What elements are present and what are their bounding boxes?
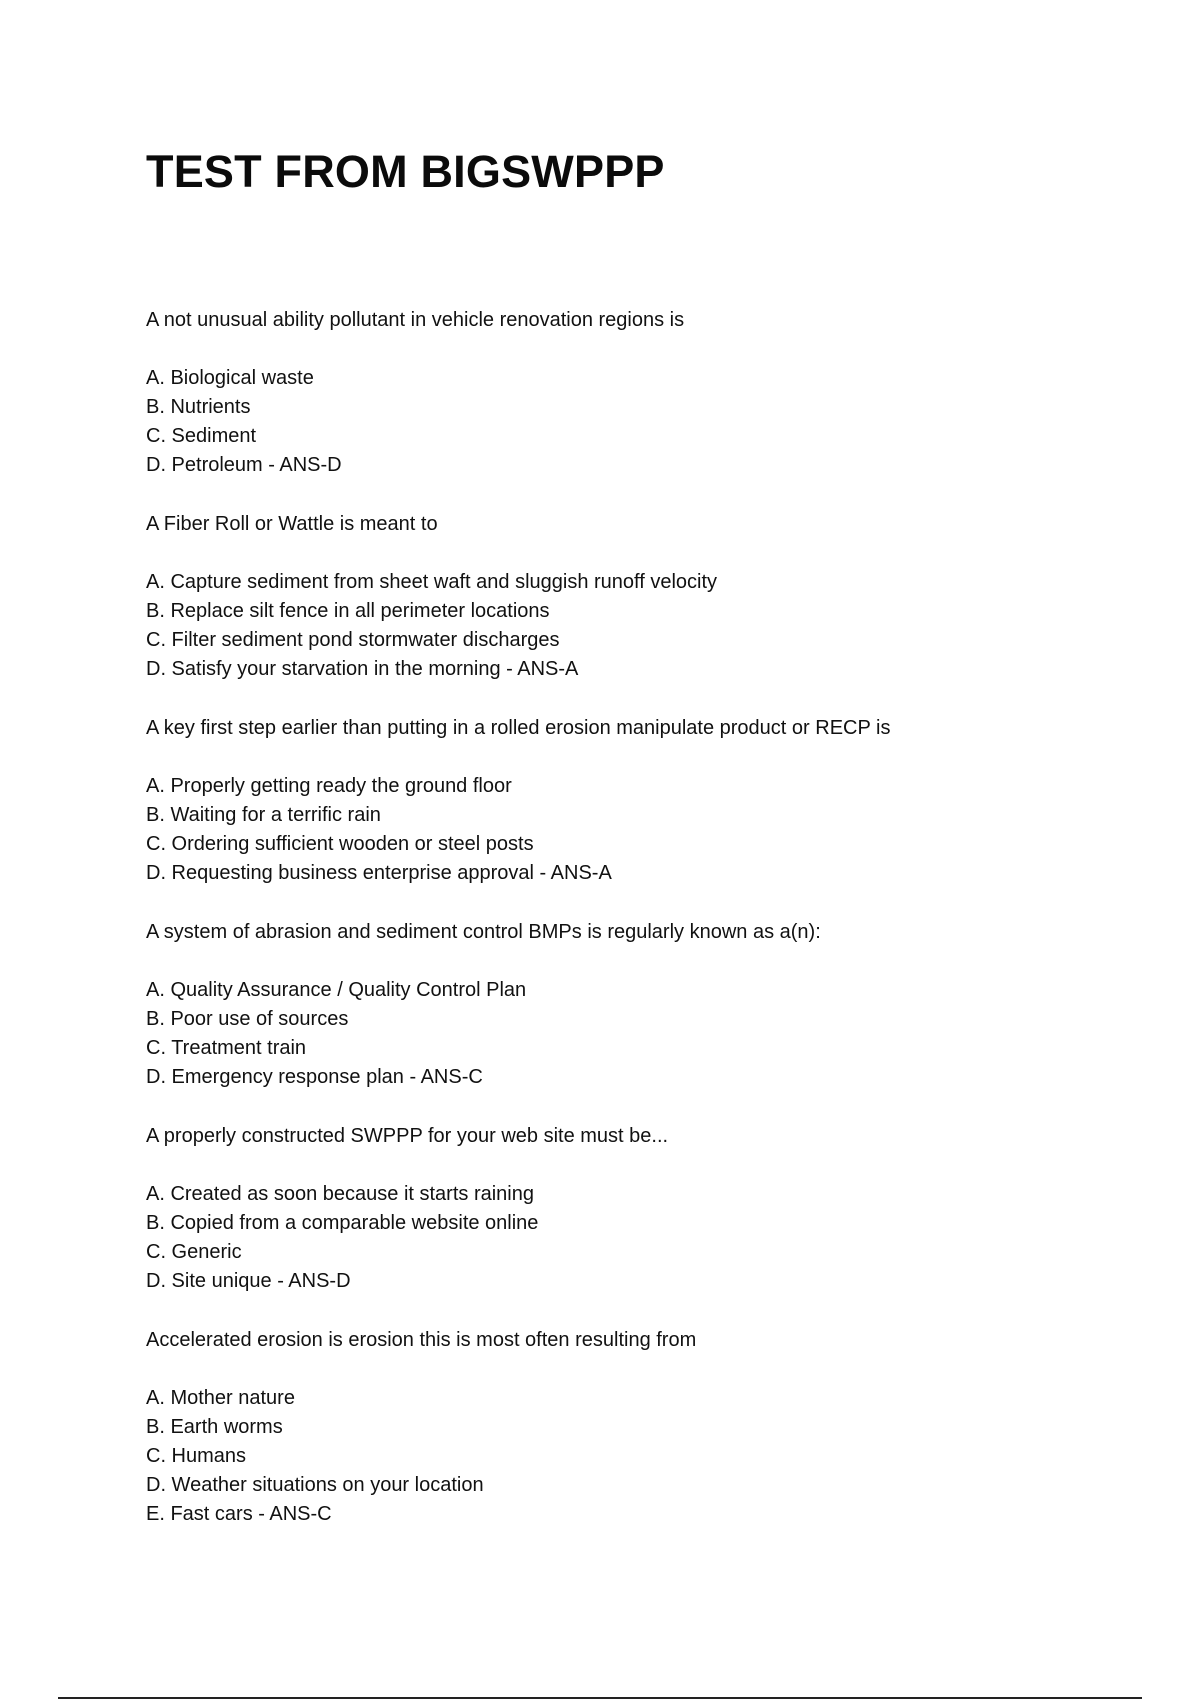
answer-option: B. Copied from a comparable website online <box>146 1212 539 1234</box>
answer-option: A. Capture sediment from sheet waft and sluggish runoff velocity <box>146 571 718 593</box>
question-block <box>146 306 1126 480</box>
answer-option: D. Emergency response plan - ANS-C <box>146 1066 483 1088</box>
question-text: Accelerated erosion is erosion this is most often resulting from <box>146 1329 697 1351</box>
question-block <box>146 1122 1126 1296</box>
question-list <box>146 306 1126 1559</box>
page-title: TEST FROM BIGSWPPP <box>146 146 665 197</box>
answer-option: B. Earth worms <box>146 1416 283 1438</box>
answer-options <box>146 976 1126 1092</box>
answer-option: B. Poor use of sources <box>146 1008 349 1030</box>
question-block <box>146 714 1126 888</box>
question-text: A key first step earlier than putting in a rolled erosion manipulate product or RECP is <box>146 717 891 739</box>
answer-option: A. Quality Assurance / Quality Control Plan <box>146 979 527 1001</box>
answer-option: D. Requesting business enterprise approval - ANS-A <box>146 862 612 884</box>
answer-options <box>146 1180 1126 1296</box>
answer-option: C. Generic <box>146 1241 242 1263</box>
answer-option: A. Properly getting ready the ground floor <box>146 775 512 797</box>
answer-option: B. Nutrients <box>146 396 251 418</box>
question-block <box>146 918 1126 1092</box>
answer-option: D. Petroleum - ANS-D <box>146 454 342 476</box>
answer-option: C. Filter sediment pond stormwater discharges <box>146 629 560 651</box>
answer-options <box>146 568 1126 684</box>
question-text: A not unusual ability pollutant in vehicle renovation regions is <box>146 309 685 331</box>
answer-option: C. Treatment train <box>146 1037 307 1059</box>
answer-option: D. Weather situations on your location <box>146 1474 484 1496</box>
question-text: A properly constructed SWPPP for your web site must be... <box>146 1125 669 1147</box>
answer-options <box>146 1384 1126 1529</box>
answer-option: A. Created as soon because it starts raining <box>146 1183 534 1205</box>
footer-divider <box>58 1697 1142 1699</box>
answer-option: A. Biological waste <box>146 367 314 389</box>
question-block <box>146 1326 1126 1529</box>
answer-option: B. Waiting for a terrific rain <box>146 804 381 826</box>
answer-option: C. Humans <box>146 1445 247 1467</box>
question-text: A system of abrasion and sediment control BMPs is regularly known as a(n): <box>146 921 821 943</box>
question-text: A Fiber Roll or Wattle is meant to <box>146 513 438 535</box>
answer-option: D. Satisfy your starvation in the morning - ANS-A <box>146 658 579 680</box>
answer-option: C. Sediment <box>146 425 257 447</box>
answer-options <box>146 772 1126 888</box>
question-block <box>146 510 1126 684</box>
answer-option: E. Fast cars - ANS-C <box>146 1503 332 1525</box>
answer-options <box>146 364 1126 480</box>
answer-option: D. Site unique - ANS-D <box>146 1270 351 1292</box>
answer-option: C. Ordering sufficient wooden or steel posts <box>146 833 534 855</box>
answer-option: B. Replace silt fence in all perimeter locations <box>146 600 550 622</box>
answer-option: A. Mother nature <box>146 1387 295 1409</box>
